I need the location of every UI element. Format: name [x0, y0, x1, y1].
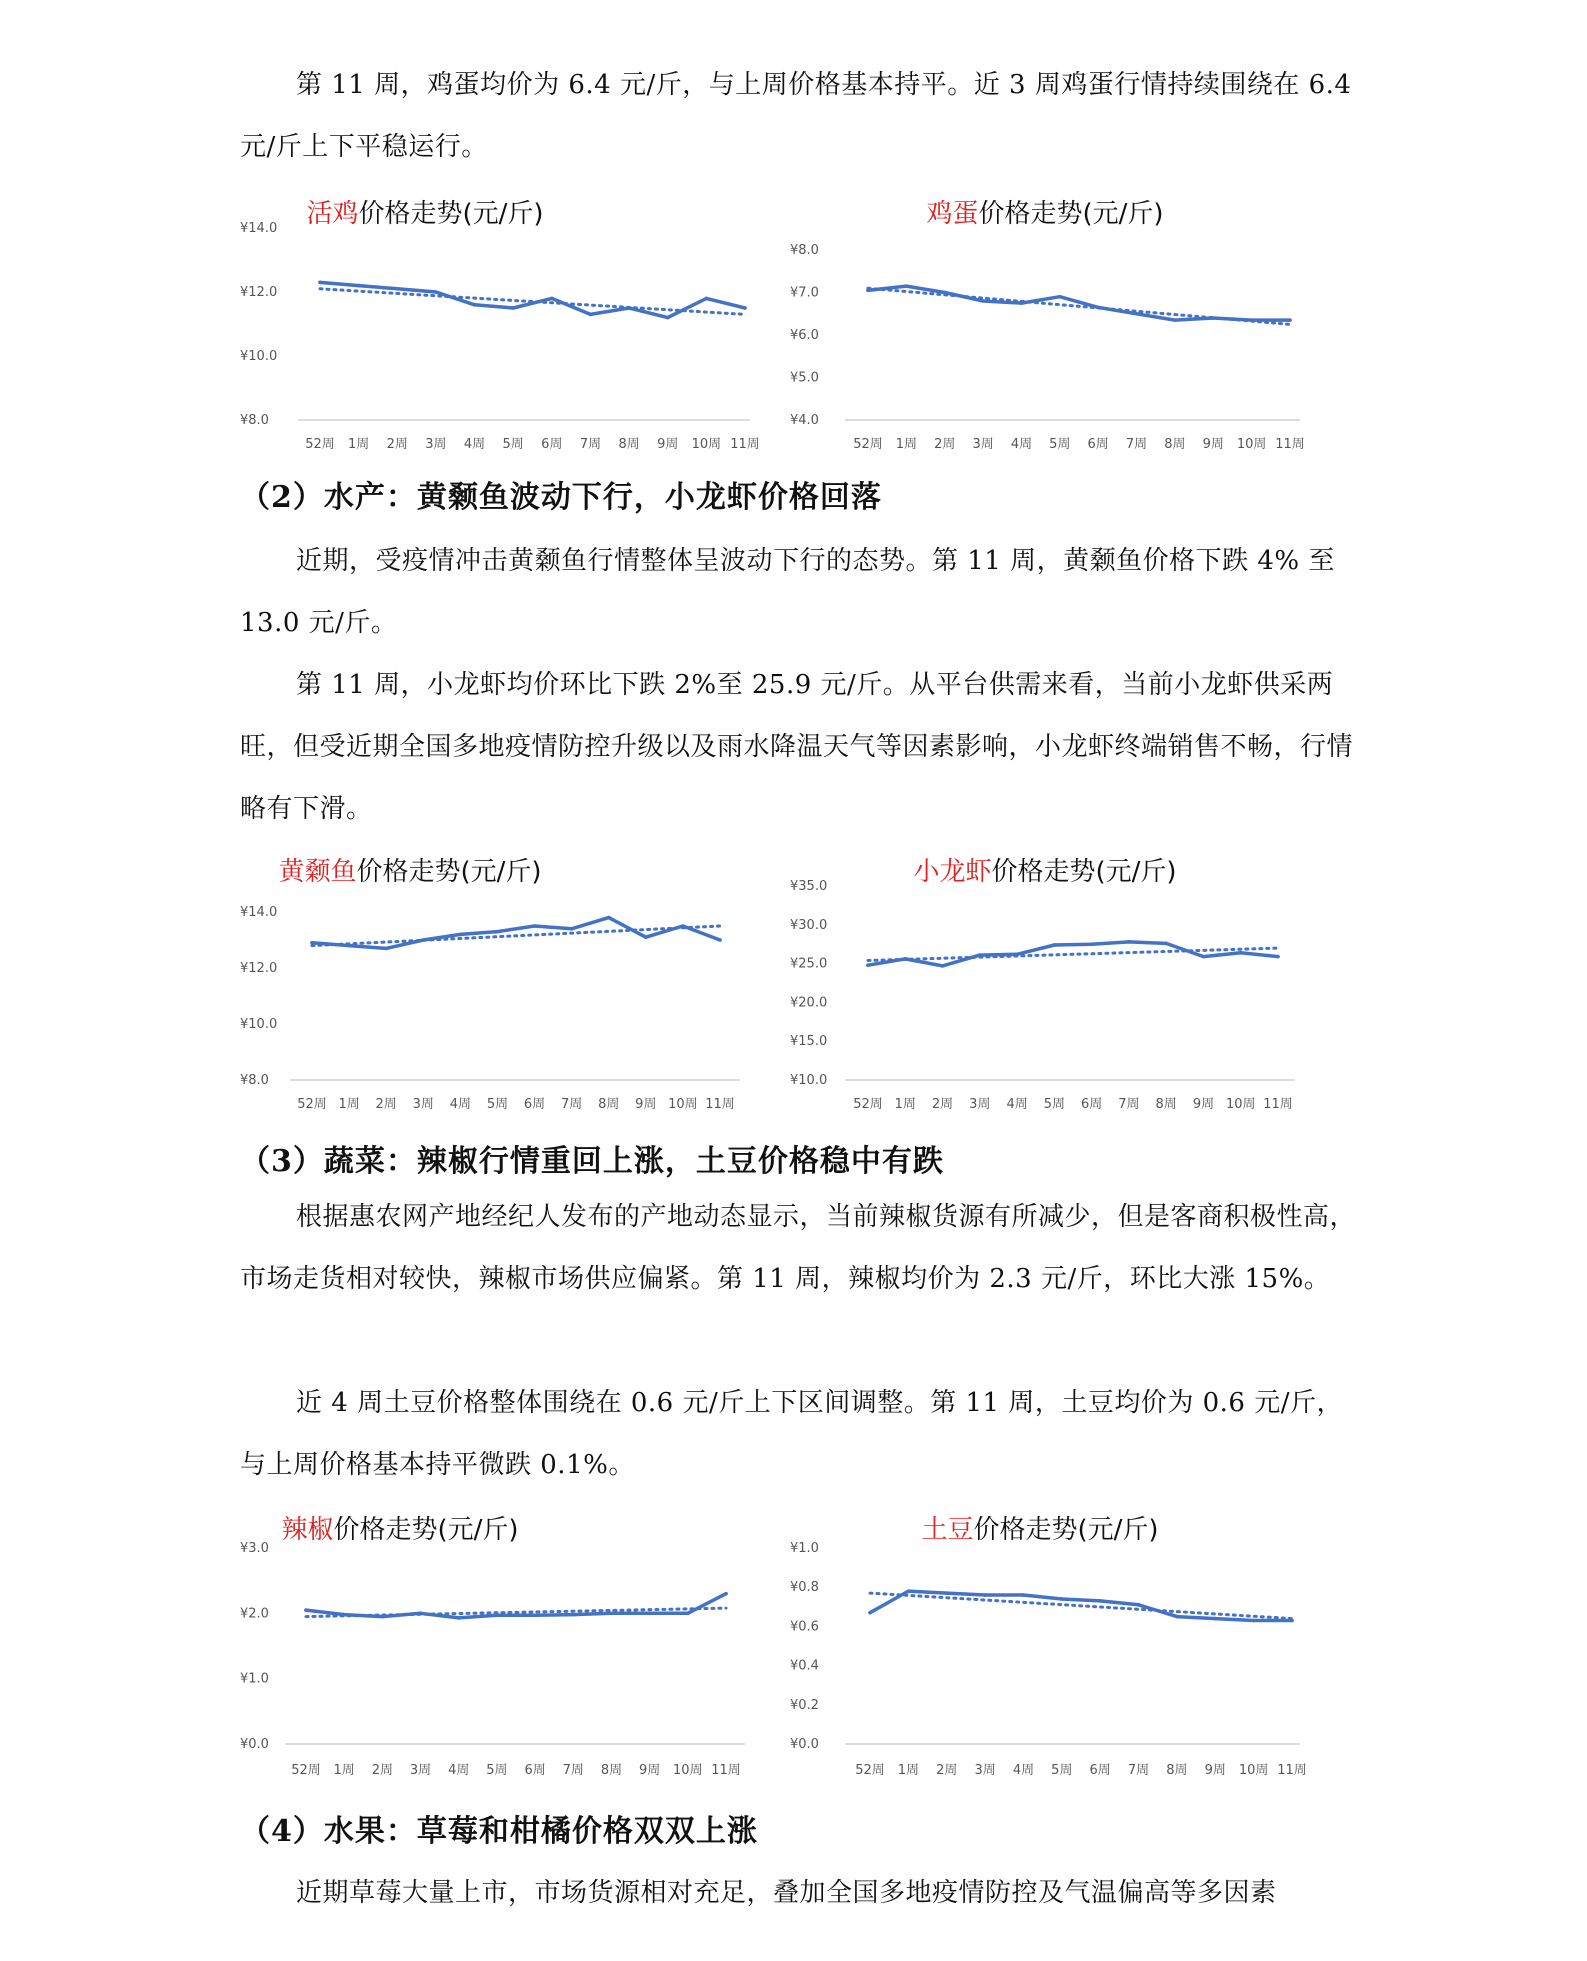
data-point [395, 287, 399, 291]
x-tick-label: 5周 [486, 1763, 508, 1778]
data-point [1090, 942, 1094, 946]
data-point [459, 933, 463, 937]
chart-title-rest: 价格走势(元/斤) [356, 856, 542, 887]
data-point [434, 290, 438, 294]
x-tick-label: 10周 [691, 437, 722, 452]
paragraph-crayfish: 第 11 周，小龙虾均价环比下跌 2%至 25.9 元/斤。从平台供需来看，当前小龙虾供采两旺，但受近期全国多地疫情防控升级以及雨水降温天气等因素影响，小龙虾终端销售不畅，行情略有下滑。 [240, 670, 1354, 824]
x-tick-label: 4周 [448, 1763, 470, 1778]
x-tick-label: 3周 [969, 1097, 991, 1112]
data-point [945, 1591, 949, 1595]
x-tick-label: 6周 [541, 437, 563, 452]
x-tick-label: 10周 [1236, 437, 1267, 452]
y-tick-label: ¥0.2 [790, 1697, 819, 1713]
y-tick-label: ¥0.4 [790, 1658, 819, 1674]
chart-title [921, 1515, 1158, 1545]
data-point [1015, 952, 1019, 956]
y-tick-label: ¥10.0 [240, 1017, 278, 1032]
x-tick-label: 4周 [1012, 1763, 1035, 1778]
x-tick-label: 9周 [638, 1763, 661, 1778]
data-point [1175, 1615, 1179, 1619]
x-tick-label: 1周 [895, 437, 918, 452]
x-tick-label: 11周 [730, 437, 760, 452]
x-tick-label: 5周 [502, 437, 524, 452]
y-tick-label: ¥20.0 [790, 995, 828, 1011]
data-point [571, 1613, 575, 1617]
series-line [312, 918, 720, 949]
data-point [743, 306, 747, 310]
chart-title-highlight: 土豆 [921, 1514, 974, 1545]
data-point [457, 1616, 461, 1620]
x-tick-label: 8周 [1155, 1097, 1177, 1112]
data-point [903, 957, 907, 961]
x-tick-label: 8周 [598, 1097, 620, 1112]
x-tick-label: 9周 [1192, 1097, 1215, 1112]
series-line [306, 1594, 726, 1618]
y-tick-label: ¥4.0 [790, 413, 819, 428]
data-point [627, 306, 631, 310]
data-point [347, 944, 351, 948]
data-point [533, 924, 537, 928]
chart-svg [240, 852, 760, 1122]
chart-title-highlight: 鸡蛋 [926, 198, 979, 229]
data-point [1135, 312, 1139, 316]
x-tick-label: 1周 [333, 1763, 355, 1778]
data-point [1211, 316, 1215, 320]
chart-potato [790, 1510, 1310, 1790]
x-tick-label: 6周 [1087, 437, 1109, 452]
data-point [983, 1593, 987, 1597]
x-tick-label: 9周 [657, 437, 679, 452]
data-point [1053, 943, 1057, 947]
x-tick-label: 1周 [338, 1097, 360, 1112]
data-point [1022, 1593, 1026, 1597]
paragraph-egg-price: 第 11 周，鸡蛋均价为 6.4 元/斤，与上周价格基本持平。近 3 周鸡蛋行情持续围绕在 6.4 元/斤上下平稳运行。 [240, 70, 1352, 162]
data-point [1164, 942, 1168, 946]
chart-crayfish [790, 852, 1310, 1122]
data-point [1239, 951, 1243, 955]
data-point [310, 941, 314, 945]
data-point [1096, 306, 1100, 310]
x-tick-label: 11周 [1263, 1097, 1293, 1112]
y-tick-label: ¥8.0 [790, 243, 819, 258]
chart-title-highlight: 活鸡 [306, 198, 359, 229]
x-tick-label: 1周 [347, 437, 370, 452]
x-tick-label: 52周 [853, 1097, 883, 1112]
chart-title-rest: 价格走势(元/斤) [973, 1514, 1159, 1545]
data-point [686, 1612, 690, 1616]
data-point [473, 303, 477, 307]
y-tick-label: ¥0.0 [240, 1737, 269, 1752]
x-tick-label: 11周 [1275, 437, 1305, 452]
x-tick-label: 7周 [1125, 437, 1148, 452]
data-point [868, 1611, 872, 1615]
x-tick-label: 5周 [1051, 1763, 1073, 1778]
y-tick-label: ¥2.0 [240, 1606, 269, 1622]
chart-title-rest: 价格走势(元/斤) [991, 856, 1177, 887]
x-tick-label: 10周 [673, 1763, 703, 1778]
x-tick-label: 2周 [386, 437, 408, 452]
x-tick-label: 11周 [1277, 1763, 1307, 1778]
data-point [610, 1612, 614, 1616]
x-tick-label: 7周 [562, 1763, 584, 1778]
chart-yellow-catfish [240, 852, 760, 1122]
data-point [724, 1592, 728, 1596]
x-tick-label: 7周 [579, 437, 602, 452]
x-tick-label: 1周 [897, 1763, 920, 1778]
y-tick-label: ¥0.8 [790, 1580, 819, 1596]
data-point [550, 297, 554, 301]
x-tick-label: 52周 [305, 437, 335, 452]
x-tick-label: 5周 [1049, 437, 1071, 452]
data-point [941, 964, 945, 968]
paragraph-yellow-catfish: 近期，受疫情冲击黄颡鱼行情整体呈波动下行的态势。第 11 周，黄颡鱼价格下跌 4% 至 13.0 元/斤。 [240, 546, 1335, 638]
x-tick-label: 11周 [711, 1763, 741, 1778]
x-tick-label: 3周 [412, 1097, 434, 1112]
data-point [1098, 1599, 1102, 1603]
x-tick-label: 2周 [936, 1763, 958, 1778]
x-tick-label: 6周 [1080, 1097, 1103, 1112]
x-tick-label: 10周 [1225, 1097, 1256, 1112]
x-tick-label: 3周 [425, 437, 447, 452]
x-tick-label: 1周 [894, 1097, 916, 1112]
heading-vegetables: （3）蔬菜：辣椒行情重回上涨，土豆价格稳中有跌 [240, 1144, 944, 1179]
x-tick-label: 6周 [523, 1097, 546, 1112]
chart-svg [790, 192, 1310, 462]
data-point [496, 930, 500, 934]
data-point [533, 1613, 537, 1617]
chart-svg [240, 1510, 760, 1790]
y-tick-label: ¥6.0 [790, 328, 819, 343]
y-tick-label: ¥8.0 [240, 1073, 269, 1088]
x-tick-label: 52周 [855, 1763, 885, 1778]
y-tick-label: ¥0.0 [790, 1737, 819, 1752]
data-point [384, 947, 388, 951]
y-tick-label: ¥0.6 [790, 1619, 819, 1635]
data-point [1060, 1597, 1064, 1601]
x-tick-label: 4周 [1006, 1097, 1028, 1112]
data-point [589, 313, 593, 317]
chart-title-rest: 价格走势(元/斤) [333, 1514, 519, 1545]
chart-svg [790, 1510, 1310, 1790]
data-point [357, 284, 361, 288]
chart-title-highlight: 辣椒 [281, 1514, 334, 1545]
paragraph-potato: 近 4 周土豆价格整体围绕在 0.6 元/斤上下区间调整。第 11 周，土豆均价为 0.6 元/斤，与上周价格基本持平微跌 0.1%。 [240, 1388, 1343, 1480]
data-point [381, 1615, 385, 1619]
chart-title [278, 857, 541, 887]
data-point [718, 938, 722, 942]
data-point [421, 938, 425, 942]
paragraph-chili: 根据惠农网产地经纪人发布的产地动态显示，当前辣椒货源有所减少，但是客商积极性高，市场走货相对较快，辣椒市场供应偏紧。第 11 周，辣椒均价为 2.3 元/斤，环比大涨 15%。 [240, 1202, 1357, 1294]
x-tick-label: 9周 [1202, 437, 1224, 452]
data-point [419, 1612, 423, 1616]
y-tick-label: ¥12.0 [240, 961, 278, 976]
y-tick-label: ¥7.0 [790, 285, 819, 301]
data-point [943, 291, 947, 295]
data-point [866, 289, 870, 293]
data-point [1173, 318, 1177, 322]
x-tick-label: 52周 [291, 1763, 321, 1778]
chart-chili [240, 1510, 760, 1790]
data-point [304, 1608, 308, 1612]
data-point [644, 935, 648, 939]
x-tick-label: 10周 [668, 1097, 698, 1112]
x-tick-label: 8周 [618, 437, 640, 452]
y-tick-label: ¥12.0 [240, 285, 278, 300]
data-point [1202, 955, 1206, 959]
x-tick-label: 9周 [635, 1097, 657, 1112]
heading-aquatic: （2）水产：黄颡鱼波动下行，小龙虾价格回落 [240, 480, 882, 515]
x-tick-label: 3周 [972, 437, 994, 452]
data-point [705, 297, 709, 301]
x-tick-label: 2周 [371, 1763, 394, 1778]
x-tick-label: 6周 [1089, 1763, 1111, 1778]
x-tick-label: 8周 [1166, 1763, 1188, 1778]
data-point [978, 953, 982, 957]
series-line [868, 286, 1290, 320]
data-point [981, 299, 985, 303]
data-point [648, 1612, 652, 1616]
x-tick-label: 10周 [1238, 1763, 1269, 1778]
x-tick-label: 4周 [1010, 437, 1033, 452]
chart-title-rest: 价格走势(元/斤) [358, 198, 544, 229]
data-point [318, 281, 322, 285]
chart-svg [790, 852, 1310, 1122]
chart-title [306, 199, 543, 229]
x-tick-label: 4周 [463, 437, 486, 452]
data-point [1058, 295, 1062, 299]
y-tick-label: ¥15.0 [790, 1034, 828, 1050]
data-point [666, 316, 670, 320]
data-point [511, 306, 515, 310]
data-point [1250, 318, 1254, 322]
data-point [1290, 1619, 1294, 1623]
chart-svg [240, 192, 760, 462]
trend-line [870, 1593, 1292, 1618]
paragraph-strawberry: 近期草莓大量上市，市场货源相对充足，叠加全国多地疫情防控及气温偏高等多因素 [296, 1878, 1277, 1908]
x-tick-label: 8周 [1164, 437, 1186, 452]
data-point [570, 927, 574, 931]
x-tick-label: 52周 [853, 437, 883, 452]
x-tick-label: 6周 [524, 1763, 546, 1778]
x-tick-label: 9周 [1204, 1763, 1226, 1778]
y-tick-label: ¥14.0 [240, 221, 278, 236]
series-line [320, 282, 745, 317]
y-tick-label: ¥1.0 [790, 1541, 819, 1556]
x-tick-label: 7周 [560, 1097, 583, 1112]
x-tick-label: 8周 [600, 1763, 623, 1778]
x-tick-label: 7周 [1118, 1097, 1140, 1112]
data-point [1020, 301, 1024, 305]
data-point [1213, 1617, 1217, 1621]
y-tick-label: ¥25.0 [790, 956, 828, 972]
x-tick-label: 52周 [297, 1097, 327, 1112]
y-tick-label: ¥10.0 [790, 1073, 828, 1088]
data-point [1276, 955, 1280, 959]
data-point [905, 284, 909, 288]
y-tick-label: ¥30.0 [790, 917, 828, 933]
x-tick-label: 7周 [1127, 1763, 1150, 1778]
data-point [342, 1613, 346, 1617]
data-point [1127, 940, 1131, 944]
data-point [607, 916, 611, 920]
chart-title-highlight: 黄颡鱼 [278, 856, 357, 887]
data-point [907, 1589, 911, 1593]
data-point [495, 1613, 499, 1617]
chart-title-rest: 价格走势(元/斤) [978, 198, 1164, 229]
x-tick-label: 2周 [931, 1097, 954, 1112]
chart-egg [790, 192, 1310, 462]
x-tick-label: 3周 [974, 1763, 996, 1778]
chart-title-highlight: 小龙虾 [913, 856, 992, 887]
y-tick-label: ¥5.0 [790, 370, 819, 386]
y-tick-label: ¥8.0 [240, 413, 269, 428]
y-tick-label: ¥3.0 [240, 1541, 269, 1556]
data-point [1252, 1619, 1256, 1623]
data-point [1288, 318, 1292, 322]
data-point [681, 924, 685, 928]
x-tick-label: 2周 [375, 1097, 397, 1112]
x-tick-label: 3周 [409, 1763, 432, 1778]
chart-title [913, 857, 1176, 887]
chart-title [281, 1515, 518, 1545]
y-tick-label: ¥35.0 [790, 879, 828, 894]
x-tick-label: 2周 [934, 437, 956, 452]
y-tick-label: ¥14.0 [240, 905, 278, 920]
x-tick-label: 4周 [449, 1097, 472, 1112]
chart-title [926, 199, 1163, 229]
x-tick-label: 5周 [1043, 1097, 1066, 1112]
data-point [1137, 1603, 1141, 1607]
data-point [866, 963, 870, 967]
x-tick-label: 11周 [705, 1097, 735, 1112]
x-tick-label: 5周 [486, 1097, 509, 1112]
chart-live-chicken [240, 192, 760, 462]
y-tick-label: ¥10.0 [240, 349, 278, 364]
heading-fruit: （4）水果：草莓和柑橘价格双双上涨 [240, 1814, 758, 1849]
y-tick-label: ¥1.0 [240, 1671, 269, 1687]
